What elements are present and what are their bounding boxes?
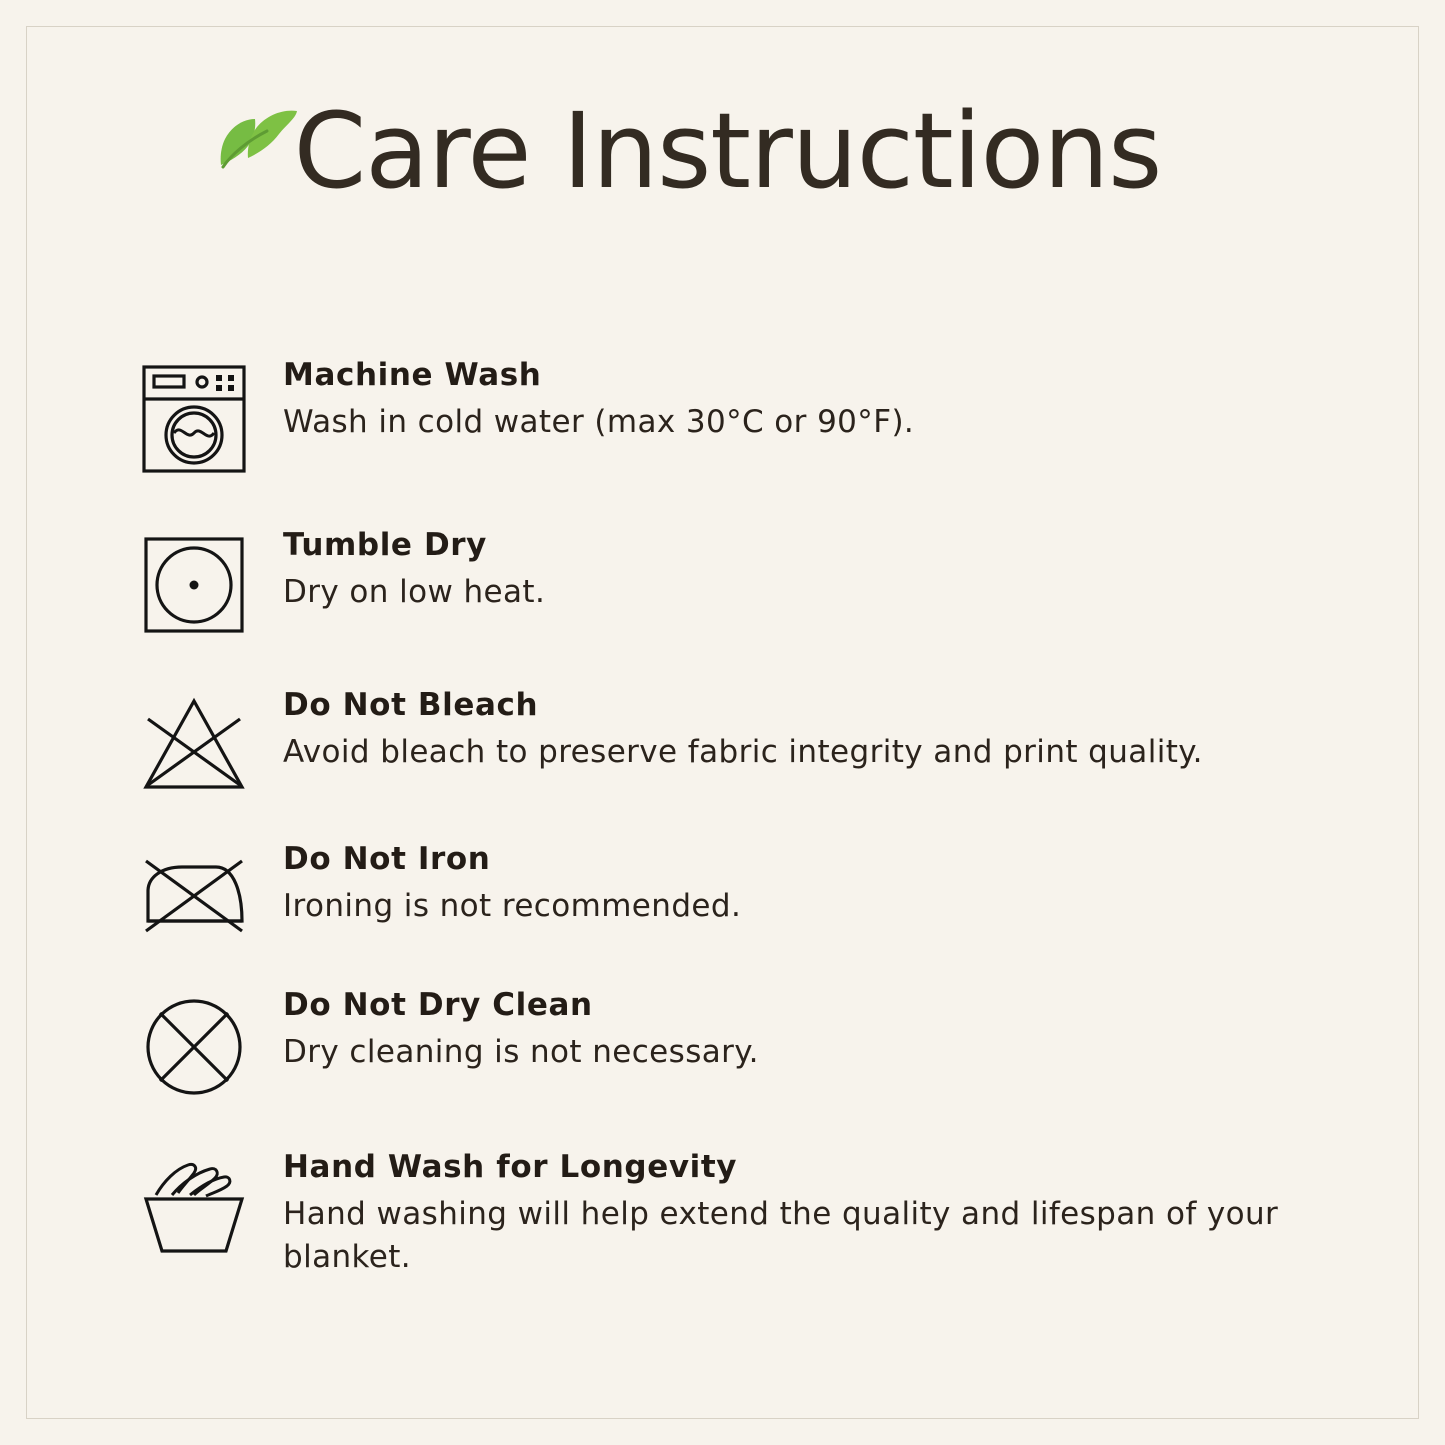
- instruction-list: [27, 357, 1418, 1279]
- list-item-title: Hand Wash for Longevity: [283, 1149, 738, 1185]
- list-item-title: Do Not Dry Clean: [283, 987, 593, 1023]
- list-item-text: [283, 841, 1346, 928]
- list-item-description: Avoid bleach to preserve fabric integrity and print quality.: [283, 734, 1203, 770]
- list-item-text: [283, 687, 1346, 774]
- list-item-description: Wash in cold water (max 30°C or 90°F).: [283, 404, 915, 440]
- list-item-title: Do Not Iron: [283, 841, 491, 877]
- list-item-text: [283, 987, 1346, 1074]
- list-item-description: Dry on low heat.: [283, 574, 546, 610]
- list-item: [105, 357, 1346, 475]
- page-frame: [26, 26, 1419, 1419]
- list-item: [105, 687, 1346, 797]
- list-item-text: [283, 527, 1346, 614]
- page-title: Care Instructions: [293, 90, 1162, 212]
- list-item: [105, 841, 1346, 939]
- page-header: [27, 90, 1418, 212]
- list-item-description: Ironing is not recommended.: [283, 888, 742, 924]
- leaf-sprig-icon: [197, 105, 317, 185]
- list-item: [105, 1149, 1346, 1279]
- list-item-text: [283, 1149, 1346, 1279]
- list-item-description: Hand washing will help extend the quality and lifespan of your blanket.: [283, 1196, 1279, 1275]
- tumble-dry-icon: [105, 527, 283, 637]
- do-not-dry-clean-icon: [105, 987, 283, 1101]
- list-item-description: Dry cleaning is not necessary.: [283, 1034, 759, 1070]
- list-item: [105, 527, 1346, 637]
- hand-wash-icon: [105, 1149, 283, 1259]
- list-item: [105, 987, 1346, 1101]
- list-item-title: Tumble Dry: [283, 527, 487, 563]
- washing-machine-icon: [105, 357, 283, 475]
- list-item-text: [283, 357, 1346, 444]
- list-item-title: Machine Wash: [283, 357, 542, 393]
- do-not-iron-icon: [105, 841, 283, 939]
- do-not-bleach-icon: [105, 687, 283, 797]
- list-item-title: Do Not Bleach: [283, 687, 539, 723]
